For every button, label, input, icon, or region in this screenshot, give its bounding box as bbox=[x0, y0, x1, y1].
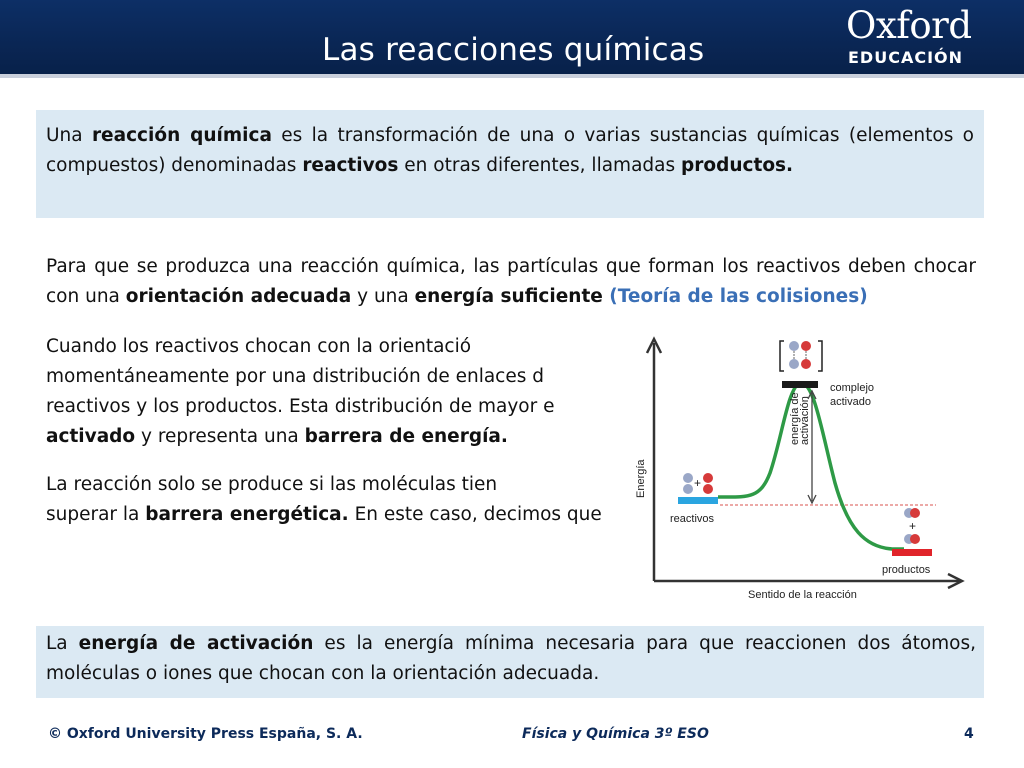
term-reaccion-quimica: reacción química bbox=[91, 125, 272, 146]
text-run: Una bbox=[46, 125, 92, 146]
complex-label-2: activado bbox=[830, 396, 871, 408]
definition-paragraph bbox=[46, 121, 974, 181]
reactants-plus: + bbox=[694, 476, 702, 490]
complex-bracket-right-icon bbox=[818, 341, 822, 371]
text-run: En este caso, decimos que bbox=[348, 504, 602, 525]
text-run: Cuando los reactivos chocan con la orientació bbox=[46, 336, 472, 357]
reactants-bar bbox=[678, 497, 718, 504]
term-barrera-energetica: barrera energética. bbox=[145, 504, 349, 525]
complex-molecule-icon bbox=[789, 341, 799, 351]
reactant-molecule-icon bbox=[703, 484, 713, 494]
collision-paragraph bbox=[46, 252, 976, 312]
text-run: es la energía mínima necesaria para que reaccionen dos átomos, moléculas o iones que chocan con la orientación adecuada. bbox=[46, 633, 976, 684]
activation-paragraph bbox=[46, 629, 976, 689]
complex-label-1: complejo bbox=[830, 382, 875, 394]
term-energia-suficiente: energía suficiente bbox=[414, 286, 603, 307]
activation-label-2: activación bbox=[799, 396, 811, 445]
text-run: superar la bbox=[46, 504, 146, 525]
reactant-molecule-icon bbox=[683, 473, 693, 483]
header-bar bbox=[0, 0, 1024, 78]
complex-molecule-icon bbox=[801, 359, 811, 369]
footer-book-title: Física y Química 3º ESO bbox=[522, 726, 709, 742]
energy-diagram-svg bbox=[630, 323, 976, 609]
energy-curve bbox=[718, 383, 904, 549]
products-bar bbox=[892, 549, 932, 556]
complex-molecule-icon bbox=[801, 341, 811, 351]
term-productos: productos. bbox=[681, 155, 794, 176]
text-run: reactivos y los productos. Esta distribución de mayor bbox=[46, 396, 544, 417]
reactants-label: reactivos bbox=[670, 513, 715, 525]
text-run: momentáneamente por una distribución de enlaces d bbox=[46, 366, 544, 387]
product-molecule-icon bbox=[910, 534, 920, 544]
complex-bar bbox=[782, 381, 818, 388]
text-run: y una bbox=[351, 286, 415, 307]
footer-copyright: © Oxford University Press España, S. A. bbox=[48, 726, 363, 742]
text-run: Para que se produzca una reacción química, las partículas que forman los reactivos deben chocar con una bbox=[46, 256, 976, 307]
term-orientacion: orientación adecuada bbox=[125, 286, 352, 307]
page-title: Las reacciones químicas bbox=[322, 32, 705, 68]
text-run: La reacción solo se produce si las moléculas tien bbox=[46, 474, 498, 495]
oxford-logo: Oxford bbox=[846, 4, 972, 47]
text-run: e bbox=[543, 396, 555, 417]
activation-label-1: energía de bbox=[789, 392, 801, 445]
page-number: 4 bbox=[964, 726, 974, 742]
text-run: es la transformación de una o varias sustancias químicas (elementos o compuestos) denominadas bbox=[46, 125, 975, 176]
term-reactivos: reactivos bbox=[302, 155, 399, 176]
term-energia-activacion: energía de activación bbox=[78, 633, 314, 654]
collision-theory-link[interactable]: (Teoría de las colisiones) bbox=[602, 286, 868, 307]
text-run: en otras diferentes, llamadas bbox=[398, 155, 682, 176]
term-activado: activado bbox=[46, 426, 136, 447]
y-axis-label: Energía bbox=[635, 459, 647, 498]
products-plus: + bbox=[909, 519, 917, 533]
energy-diagram bbox=[630, 323, 976, 609]
x-axis-label: Sentido de la reacción bbox=[748, 589, 857, 601]
product-molecule-icon bbox=[910, 508, 920, 518]
products-label: productos bbox=[882, 564, 931, 576]
term-barrera-energia: barrera de energía. bbox=[304, 426, 508, 447]
oxford-logo-subtitle: EDUCACIÓN bbox=[848, 48, 964, 67]
reactant-molecule-icon bbox=[683, 484, 693, 494]
reactant-molecule-icon bbox=[703, 473, 713, 483]
complex-bracket-left-icon bbox=[780, 341, 784, 371]
text-run: La bbox=[46, 633, 79, 654]
complex-molecule-icon bbox=[789, 359, 799, 369]
text-run: y representa una bbox=[135, 426, 305, 447]
